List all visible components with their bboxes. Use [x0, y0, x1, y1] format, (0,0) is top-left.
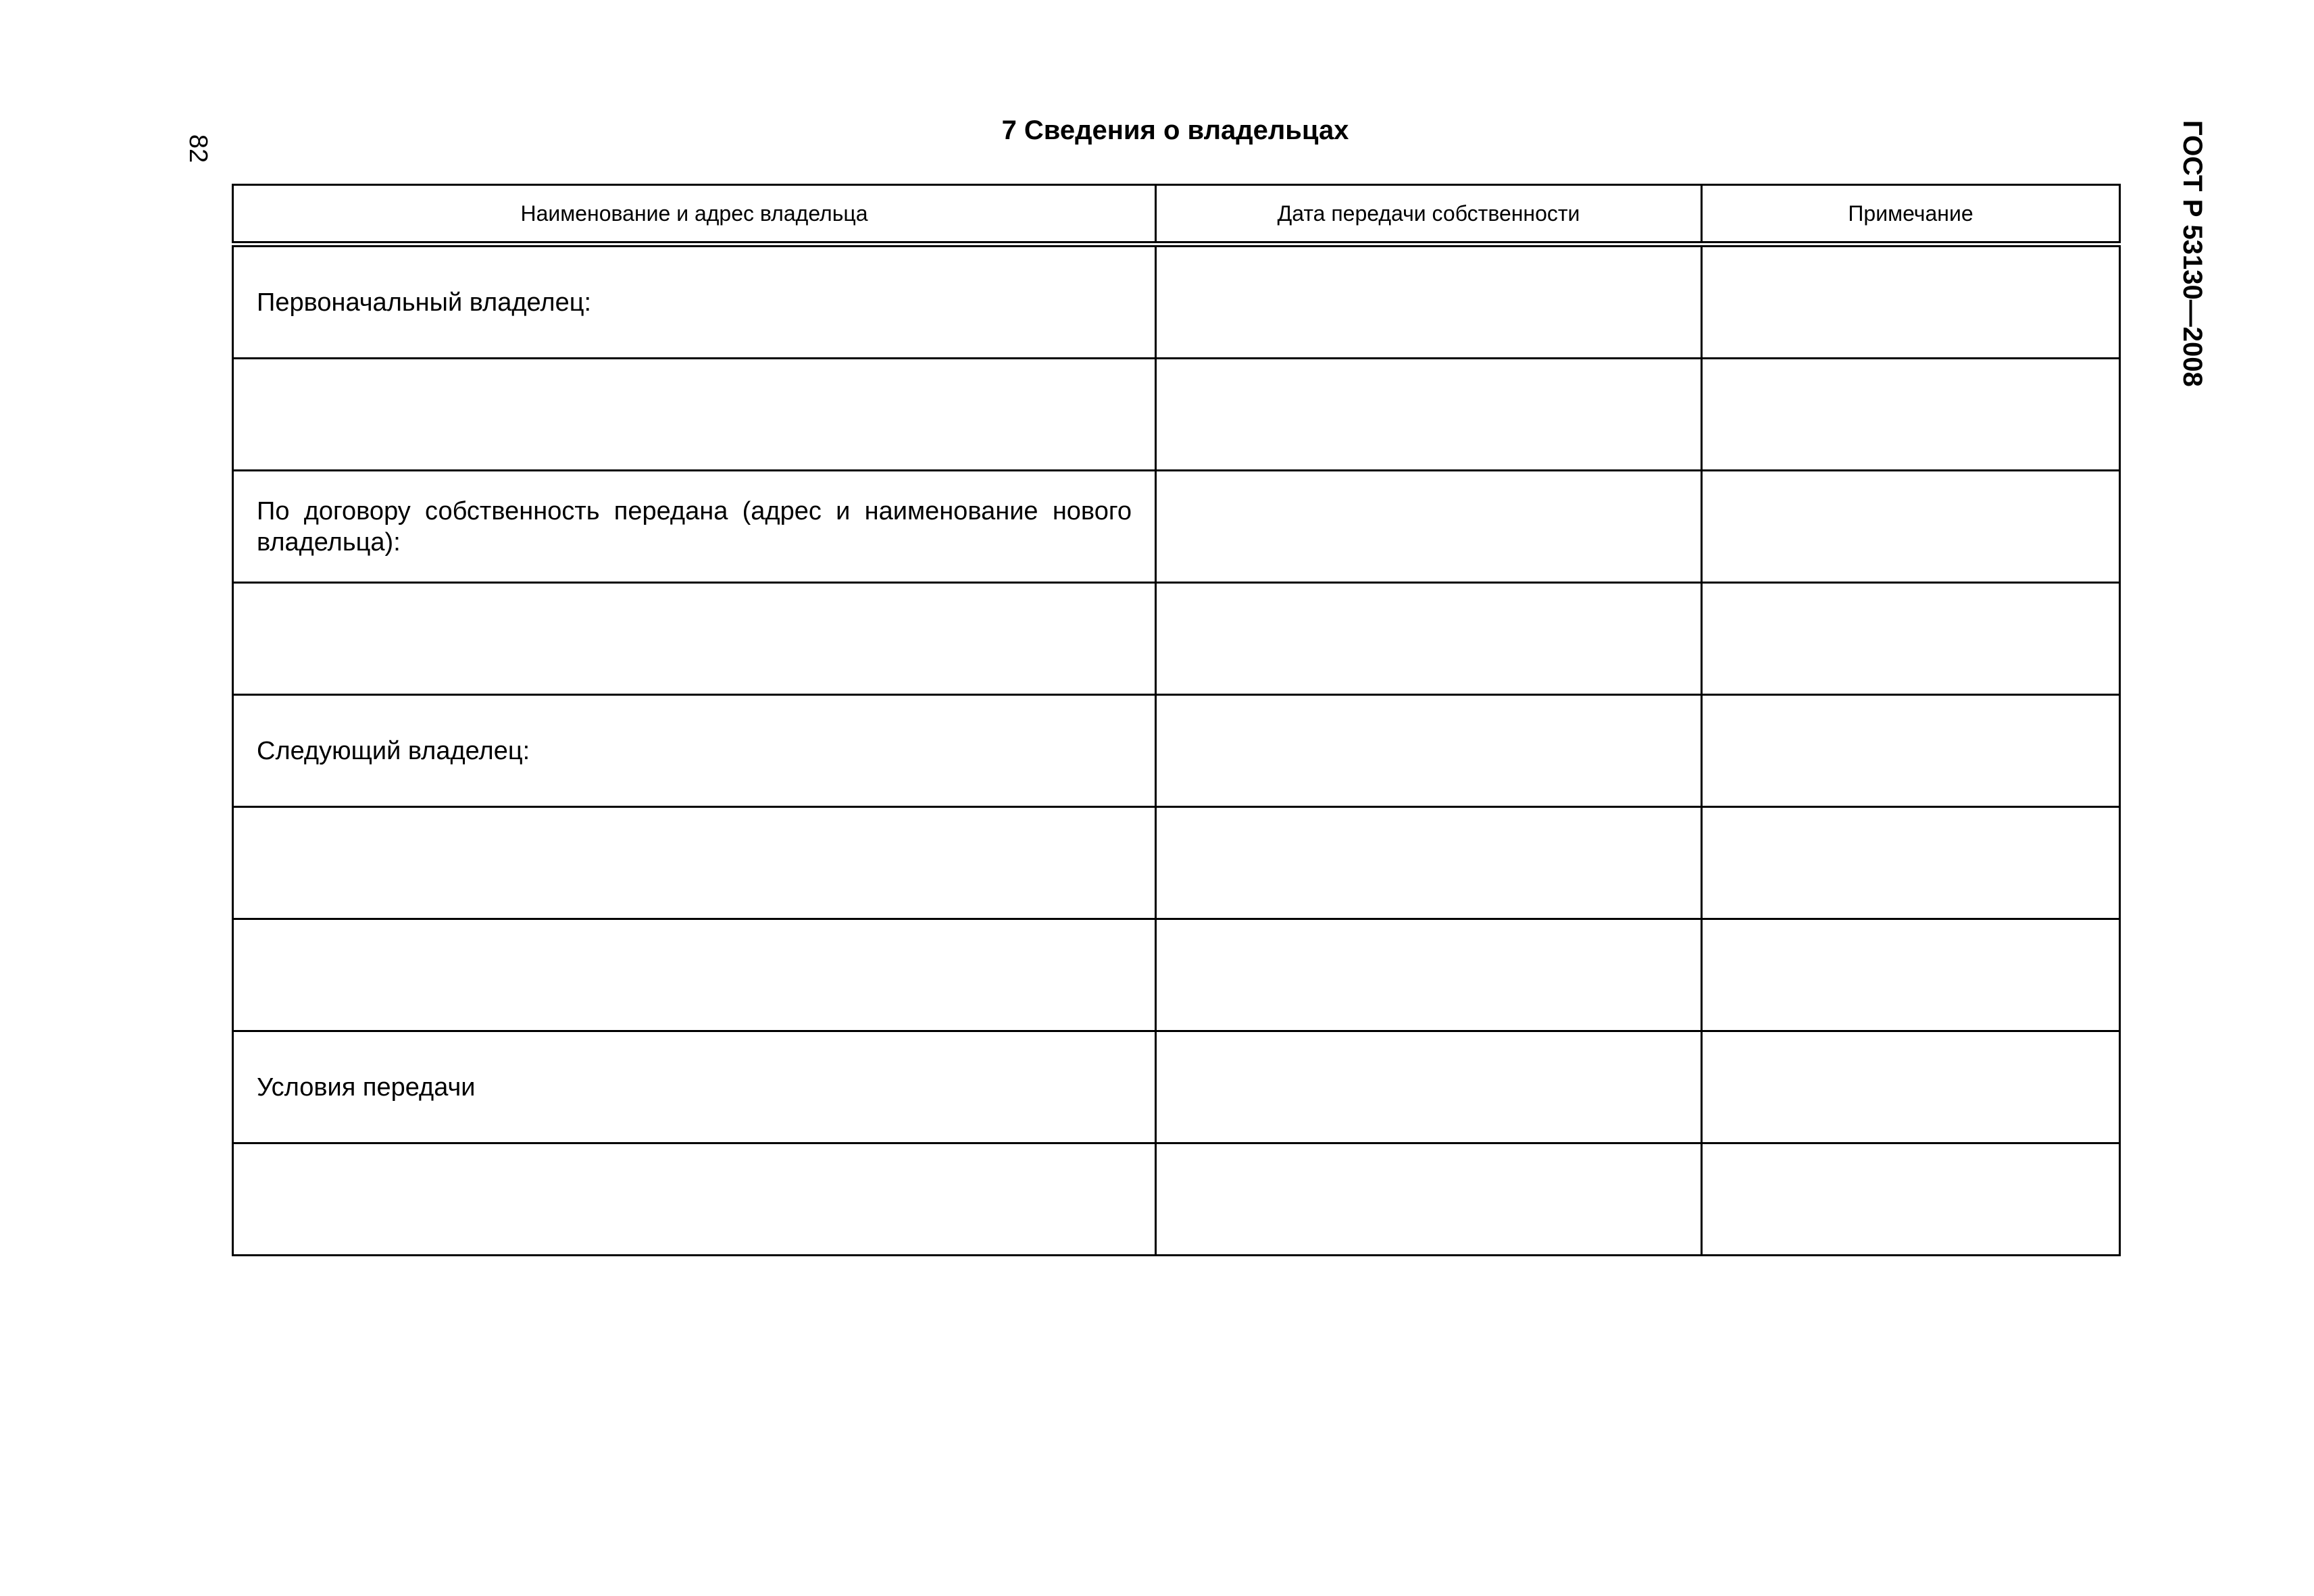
table-row — [233, 583, 2120, 695]
note-cell[interactable] — [1702, 471, 2120, 583]
owner-name-cell[interactable]: Следующий владелец: — [233, 695, 1156, 807]
owner-name-cell[interactable] — [233, 1143, 1156, 1256]
owner-name-cell[interactable]: Условия передачи — [233, 1031, 1156, 1143]
transfer-date-cell[interactable] — [1156, 695, 1702, 807]
transfer-date-cell[interactable] — [1156, 471, 1702, 583]
note-cell[interactable] — [1702, 1031, 2120, 1143]
transfer-date-cell[interactable] — [1156, 1031, 1702, 1143]
owner-name-cell[interactable] — [233, 807, 1156, 919]
note-cell[interactable] — [1702, 807, 2120, 919]
table-row — [233, 471, 2120, 583]
transfer-date-cell[interactable] — [1156, 583, 1702, 695]
column-header-transfer-date: Дата передачи собственности — [1156, 185, 1702, 244]
note-cell[interactable] — [1702, 583, 2120, 695]
note-cell[interactable] — [1702, 1143, 2120, 1256]
table-row — [233, 359, 2120, 471]
transfer-date-cell[interactable] — [1156, 919, 1702, 1031]
note-cell[interactable] — [1702, 359, 2120, 471]
owner-name-cell[interactable]: Первоначальный владелец: — [233, 244, 1156, 359]
owners-table — [232, 184, 2121, 1256]
column-header-note: Примечание — [1702, 185, 2120, 244]
table-row — [233, 244, 2120, 359]
section-title: 7 Сведения о владельцах — [1001, 115, 1349, 145]
owner-name-cell[interactable] — [233, 919, 1156, 1031]
transfer-date-cell[interactable] — [1156, 1143, 1702, 1256]
table-row — [233, 695, 2120, 807]
table-row — [233, 919, 2120, 1031]
owner-name-cell[interactable] — [233, 583, 1156, 695]
note-cell[interactable] — [1702, 695, 2120, 807]
owner-name-cell[interactable] — [233, 359, 1156, 471]
owner-name-cell[interactable]: По договору собственность передана (адрес и наименование нового владельца): — [233, 471, 1156, 583]
page-number: 82 — [184, 134, 212, 163]
transfer-date-cell[interactable] — [1156, 807, 1702, 919]
table-row — [233, 1143, 2120, 1256]
table-row — [233, 1031, 2120, 1143]
transfer-date-cell[interactable] — [1156, 359, 1702, 471]
table-row — [233, 807, 2120, 919]
table-header-row — [233, 185, 2120, 244]
note-cell[interactable] — [1702, 244, 2120, 359]
transfer-date-cell[interactable] — [1156, 244, 1702, 359]
note-cell[interactable] — [1702, 919, 2120, 1031]
column-header-name-address: Наименование и адрес владельца — [233, 185, 1156, 244]
document-code: ГОСТ Р 53130—2008 — [2178, 120, 2207, 387]
